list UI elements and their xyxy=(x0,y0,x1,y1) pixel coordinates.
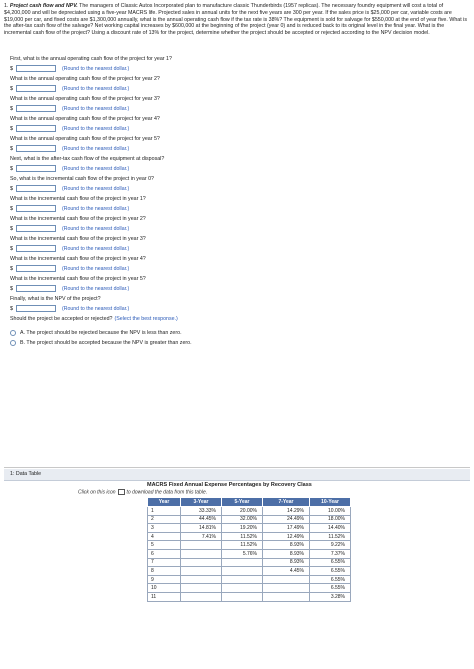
table-cell: 10 xyxy=(148,584,181,593)
currency-symbol: $ xyxy=(10,65,14,72)
currency-symbol: $ xyxy=(10,165,14,172)
table-cell xyxy=(181,558,222,567)
table-cell: 14.29% xyxy=(263,507,310,516)
rounding-hint: (Round to the nearest dollar.) xyxy=(62,85,130,92)
table-cell: 6.55% xyxy=(310,558,351,567)
table-cell: 9.22% xyxy=(310,541,351,550)
answer-row xyxy=(10,264,460,273)
table-cell: 8.93% xyxy=(263,558,310,567)
question-text: Next, what is the after-tax cash flow of the equipment at disposal? xyxy=(10,156,165,162)
answer-row xyxy=(10,244,460,253)
question-text: What is the incremental cash flow of the project in year 5? xyxy=(10,276,146,282)
answer-input[interactable] xyxy=(16,245,56,252)
table-cell: 7.41% xyxy=(181,532,222,541)
currency-symbol: $ xyxy=(10,305,14,312)
table-cell: 6.55% xyxy=(310,567,351,576)
answer-row xyxy=(10,204,460,213)
answer-input[interactable] xyxy=(16,225,56,232)
table-row xyxy=(148,558,351,567)
table-row xyxy=(148,507,351,516)
rounding-hint: (Round to the nearest dollar.) xyxy=(62,165,130,172)
answer-row xyxy=(10,164,460,173)
table-cell: 14.40% xyxy=(310,524,351,533)
column-header: 7-Year xyxy=(263,498,310,507)
table-cell: 11.52% xyxy=(222,541,263,550)
table-cell xyxy=(222,567,263,576)
table-cell xyxy=(181,575,222,584)
question-text: What is the incremental cash flow of the project in year 4? xyxy=(10,256,146,262)
column-header: 3-Year xyxy=(181,498,222,507)
table-cell xyxy=(222,575,263,584)
table-cell xyxy=(263,575,310,584)
rounding-hint: (Round to the nearest dollar.) xyxy=(62,245,130,252)
rounding-hint: (Round to the nearest dollar.) xyxy=(62,145,130,152)
problem-text: The managers of Classic Autos Incorporated plan to manufacture classic Thunderbirds (1957 replicas). The necessary foundry equipment will cost a total of $4,200,000 and will be depreciated using a five-year MACRS life. Projected sales in annual units for the next five years are 300 per year. If the sales price is $25,000 per car, variable costs are $19,000 per car, and fixed costs are $1,300,000 annually, what is the annual operating cash flow if the tax rate is 38%? The equipment is sold for salvage for $550,000 at the end of year five. What is the after-tax cash flow of the salvage? Net working capital increases by $600,000 at the beginning of the project (year 0) and is reduced back to its original level in the final year. What is the incremental cash flow of the project? Using a discount rate of 13% for the project, determine whether the project should be accepted or rejected according to the NPV decision model. xyxy=(4,3,467,37)
select-hint: (Select the best response.) xyxy=(114,316,178,322)
table-cell xyxy=(222,592,263,601)
table-cell: 4.45% xyxy=(263,567,310,576)
option-b[interactable] xyxy=(10,338,460,348)
currency-symbol: $ xyxy=(10,285,14,292)
answer-input[interactable] xyxy=(16,265,56,272)
answer-input[interactable] xyxy=(16,305,56,312)
currency-symbol: $ xyxy=(10,265,14,272)
download-icon[interactable] xyxy=(118,489,125,495)
radio-button[interactable] xyxy=(10,330,16,336)
rounding-hint: (Round to the nearest dollar.) xyxy=(62,105,130,112)
radio-button[interactable] xyxy=(10,340,16,346)
table-cell: 18.00% xyxy=(310,515,351,524)
table-cell: 12.49% xyxy=(263,532,310,541)
column-header: Year xyxy=(148,498,181,507)
answer-row xyxy=(10,224,460,233)
answer-row xyxy=(10,104,460,113)
table-cell: 4 xyxy=(148,532,181,541)
table-cell: 11 xyxy=(148,592,181,601)
question-text: What is the incremental cash flow of the project in year 3? xyxy=(10,236,146,242)
question-text: What is the incremental cash flow of the project in year 2? xyxy=(10,216,146,222)
question-text: What is the annual operating cash flow of the project for year 2? xyxy=(10,76,160,82)
table-cell: 33.33% xyxy=(181,507,222,516)
currency-symbol: $ xyxy=(10,145,14,152)
table-cell xyxy=(222,558,263,567)
table-row xyxy=(148,524,351,533)
table-cell: 6 xyxy=(148,549,181,558)
rounding-hint: (Round to the nearest dollar.) xyxy=(62,305,130,312)
table-cell: 8 xyxy=(148,567,181,576)
table-cell: 8.93% xyxy=(263,549,310,558)
table-cell: 9 xyxy=(148,575,181,584)
currency-symbol: $ xyxy=(10,185,14,192)
table-cell: 19.20% xyxy=(222,524,263,533)
table-cell: 11.52% xyxy=(222,532,263,541)
answer-row xyxy=(10,64,460,73)
table-row xyxy=(148,549,351,558)
table-row xyxy=(148,567,351,576)
rounding-hint: (Round to the nearest dollar.) xyxy=(62,65,130,72)
answer-row xyxy=(10,84,460,93)
divider xyxy=(4,467,470,468)
question-text: What is the annual operating cash flow of the project for year 5? xyxy=(10,136,160,142)
currency-symbol: $ xyxy=(10,125,14,132)
table-cell xyxy=(181,592,222,601)
option-label: B. The project should be accepted because the NPV is greater than zero. xyxy=(20,340,192,346)
table-cell xyxy=(263,584,310,593)
table-cell: 6.55% xyxy=(310,575,351,584)
table-cell xyxy=(181,584,222,593)
table-cell: 10.00% xyxy=(310,507,351,516)
rounding-hint: (Round to the nearest dollar.) xyxy=(62,125,130,132)
table-cell xyxy=(222,584,263,593)
answer-row xyxy=(10,144,460,153)
accept-question xyxy=(10,315,460,323)
currency-symbol: $ xyxy=(10,85,14,92)
table-cell: 2 xyxy=(148,515,181,524)
problem-title: Project cash flow and NPV. xyxy=(9,3,78,9)
answer-input[interactable] xyxy=(16,205,56,212)
table-cell: 1 xyxy=(148,507,181,516)
answer-input[interactable] xyxy=(16,65,56,72)
column-header: 5-Year xyxy=(222,498,263,507)
answer-input[interactable] xyxy=(16,285,56,292)
question-text: First, what is the annual operating cash flow of the project for year 1? xyxy=(10,56,172,62)
table-row xyxy=(148,584,351,593)
table-caption: MACRS Fixed Annual Expense Percentages by Recovery Class xyxy=(147,482,312,488)
currency-symbol: $ xyxy=(10,205,14,212)
question-list xyxy=(10,54,460,348)
problem-number: 1. xyxy=(4,3,9,9)
answer-row xyxy=(10,304,460,313)
table-cell: 3.28% xyxy=(310,592,351,601)
answer-input[interactable] xyxy=(16,125,56,132)
question-text: So, what is the incremental cash flow of the project in year 0? xyxy=(10,176,154,182)
rounding-hint: (Round to the nearest dollar.) xyxy=(62,225,130,232)
answer-row xyxy=(10,124,460,133)
macrs-table xyxy=(147,497,351,602)
rounding-hint: (Round to the nearest dollar.) xyxy=(62,265,130,272)
table-row xyxy=(148,592,351,601)
table-row xyxy=(148,541,351,550)
column-header: 10-Year xyxy=(310,498,351,507)
table-cell: 17.49% xyxy=(263,524,310,533)
rounding-hint: (Round to the nearest dollar.) xyxy=(62,205,130,212)
answer-row xyxy=(10,184,460,193)
answer-input[interactable] xyxy=(16,105,56,112)
question-text: What is the annual operating cash flow of the project for year 4? xyxy=(10,116,160,122)
table-cell: 8.93% xyxy=(263,541,310,550)
rounding-hint: (Round to the nearest dollar.) xyxy=(62,185,130,192)
table-cell: 6.55% xyxy=(310,584,351,593)
table-cell: 7.37% xyxy=(310,549,351,558)
data-table-header[interactable]: 1: Data Table xyxy=(4,469,470,481)
table-cell: 3 xyxy=(148,524,181,533)
question-text: What is the incremental cash flow of the project in year 1? xyxy=(10,196,146,202)
table-cell: 20.00% xyxy=(222,507,263,516)
table-cell: 14.81% xyxy=(181,524,222,533)
table-cell xyxy=(181,549,222,558)
accept-question-text: Should the project be accepted or rejected? xyxy=(10,316,113,322)
table-cell: 7 xyxy=(148,558,181,567)
table-cell: 11.52% xyxy=(310,532,351,541)
rounding-hint: (Round to the nearest dollar.) xyxy=(62,285,130,292)
table-cell: 44.45% xyxy=(181,515,222,524)
table-cell: 5 xyxy=(148,541,181,550)
answer-input[interactable] xyxy=(16,165,56,172)
currency-symbol: $ xyxy=(10,245,14,252)
question-text: What is the annual operating cash flow of the project for year 3? xyxy=(10,96,160,102)
download-instruction: Click on this icon to download the data from this table. xyxy=(78,489,208,496)
table-cell xyxy=(181,541,222,550)
currency-symbol: $ xyxy=(10,225,14,232)
table-cell xyxy=(263,592,310,601)
problem-statement xyxy=(4,3,468,37)
question-text: Finally, what is the NPV of the project? xyxy=(10,296,101,302)
table-row xyxy=(148,515,351,524)
option-label: A. The project should be rejected because the NPV is less than zero. xyxy=(20,330,182,336)
answer-input[interactable] xyxy=(16,85,56,92)
table-row xyxy=(148,532,351,541)
table-cell: 24.49% xyxy=(263,515,310,524)
answer-input[interactable] xyxy=(16,145,56,152)
table-cell xyxy=(181,567,222,576)
table-cell: 5.76% xyxy=(222,549,263,558)
option-a[interactable] xyxy=(10,328,460,338)
answer-input[interactable] xyxy=(16,185,56,192)
currency-symbol: $ xyxy=(10,105,14,112)
table-cell: 32.00% xyxy=(222,515,263,524)
answer-row xyxy=(10,284,460,293)
table-row xyxy=(148,575,351,584)
